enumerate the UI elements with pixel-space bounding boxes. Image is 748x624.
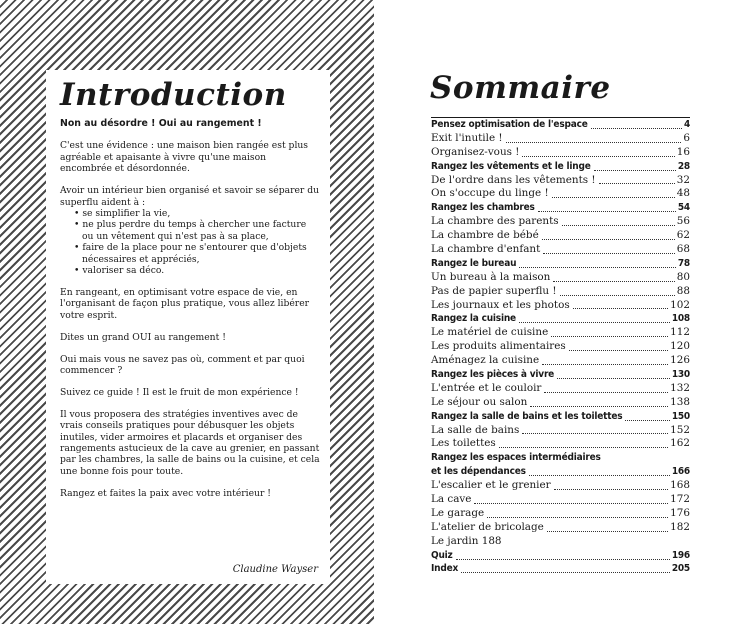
toc-entry-page: 162 bbox=[670, 437, 690, 450]
toc-leader-dots bbox=[522, 156, 674, 157]
toc-entry bbox=[431, 437, 690, 451]
toc-entry bbox=[431, 312, 690, 326]
toc-entry-label: Pensez optimisation de l'espace bbox=[431, 118, 588, 130]
introduction-body bbox=[60, 118, 320, 510]
toc-entry-page: 126 bbox=[670, 354, 690, 367]
introduction-paragraph: Avoir un intérieur bien organisé et savoir se séparer du superflu aident à : bbox=[60, 185, 320, 208]
toc-entry-label: Un bureau à la maison bbox=[431, 270, 551, 283]
toc-entry-label: Pas de papier superflu ! bbox=[431, 284, 557, 297]
toc-entry bbox=[431, 493, 690, 507]
toc-leader-dots bbox=[538, 211, 676, 212]
toc-leader-dots bbox=[487, 517, 668, 518]
toc-entry bbox=[431, 396, 690, 410]
introduction-paragraph: Dites un grand OUI au rangement ! bbox=[60, 331, 226, 343]
toc-entry-page: 150 bbox=[671, 410, 690, 422]
toc-leader-dots bbox=[599, 183, 675, 184]
toc-leader-dots bbox=[461, 572, 670, 573]
toc-entry-label: L'atelier de bricolage bbox=[431, 520, 544, 533]
toc-entry-label: Le matériel de cuisine bbox=[431, 326, 549, 339]
introduction-title: Introduction bbox=[60, 77, 287, 113]
toc-entry-label: et les dépendances bbox=[431, 466, 526, 478]
toc-entry-label: Rangez la salle de bains et les toilettes bbox=[431, 410, 623, 422]
toc-leader-dots bbox=[474, 503, 668, 504]
toc-entry bbox=[431, 521, 690, 535]
toc-leader-dots bbox=[594, 170, 676, 171]
toc-entry-label: Le garage bbox=[431, 506, 485, 519]
toc-entry-page: 28 bbox=[677, 160, 690, 172]
toc-entry-label: Aménagez la cuisine bbox=[431, 354, 540, 367]
toc-entry bbox=[431, 535, 690, 549]
toc-leader-dots bbox=[542, 364, 668, 365]
toc-entry-label: Rangez les vêtements et le linge bbox=[431, 160, 591, 172]
toc-leader-dots bbox=[506, 142, 682, 143]
toc-entry-page: 176 bbox=[670, 506, 690, 519]
toc-leader-dots bbox=[529, 475, 670, 476]
table-of-contents bbox=[431, 117, 690, 576]
toc-leader-dots bbox=[591, 128, 682, 129]
toc-leader-dots bbox=[552, 197, 675, 198]
toc-entry bbox=[431, 201, 690, 215]
toc-entry-page: 32 bbox=[676, 173, 690, 186]
toc-leader-dots bbox=[542, 239, 675, 240]
toc-entry-label: La chambre de bébé bbox=[431, 229, 539, 242]
author-signature: Claudine Wayser bbox=[232, 564, 318, 575]
toc-leader-dots bbox=[499, 447, 668, 448]
introduction-card bbox=[46, 70, 330, 584]
bullet-item: • valoriser sa déco. bbox=[74, 265, 320, 276]
toc-leader-dots bbox=[562, 225, 675, 226]
toc-entry-page: 88 bbox=[676, 284, 690, 297]
toc-entry-label: L'entrée et le couloir bbox=[431, 381, 542, 394]
toc-leader-dots bbox=[530, 406, 668, 407]
toc-entry bbox=[431, 243, 690, 257]
toc-entry-page: 138 bbox=[670, 395, 690, 408]
toc-entry-page: 172 bbox=[670, 493, 690, 506]
toc-leader-dots bbox=[522, 433, 668, 434]
toc-entry-page: 4 bbox=[683, 118, 690, 130]
toc-entry-label: La chambre des parents bbox=[431, 215, 559, 228]
sommaire-title: Sommaire bbox=[430, 70, 611, 106]
toc-entry-label: De l'ordre dans les vêtements ! bbox=[431, 173, 596, 186]
toc-entry-label: La salle de bains bbox=[431, 423, 520, 436]
toc-entry-label: La cave bbox=[431, 493, 472, 506]
toc-entry bbox=[431, 326, 690, 340]
toc-entry-page: 6 bbox=[683, 131, 690, 144]
toc-entry bbox=[431, 257, 690, 271]
bullet-item: • se simplifier la vie, bbox=[74, 208, 320, 219]
toc-entry-label: Rangez les chambres bbox=[431, 202, 535, 214]
toc-entry-page: 182 bbox=[670, 520, 690, 533]
toc-entry bbox=[431, 340, 690, 354]
toc-entry-label: Les toilettes bbox=[431, 437, 496, 450]
toc-entry-page: 168 bbox=[670, 479, 690, 492]
toc-leader-dots bbox=[519, 267, 676, 268]
toc-entry-page: 152 bbox=[670, 423, 690, 436]
toc-entry-page: 54 bbox=[677, 202, 690, 214]
introduction-lead: Non au désordre ! Oui au rangement ! bbox=[60, 118, 262, 129]
toc-entry bbox=[431, 382, 690, 396]
toc-entry bbox=[431, 187, 690, 201]
toc-leader-dots bbox=[625, 420, 669, 421]
toc-leader-dots bbox=[547, 531, 668, 532]
toc-entry bbox=[431, 465, 690, 479]
toc-entry bbox=[431, 146, 690, 160]
toc-leader-dots bbox=[560, 295, 675, 296]
toc-entry bbox=[431, 424, 690, 438]
toc-entry-page: 166 bbox=[671, 466, 690, 478]
introduction-paragraph: Il vous proposera des stratégies inventives avec de vrais conseils pratiques pour débusquer les objets inutiles, vider armoires et placards et organiser des rangements astucieux de la cave au grenier, en passant par les chambres, la salle de bains ou la cuisine, et cela une bonne fois pour toute. bbox=[60, 408, 320, 477]
toc-entry-page: 68 bbox=[676, 243, 690, 255]
toc-entry bbox=[431, 354, 690, 368]
toc-entry bbox=[431, 174, 690, 188]
toc-leader-dots bbox=[456, 559, 670, 560]
toc-entry bbox=[431, 285, 690, 299]
toc-leader-dots bbox=[573, 308, 668, 309]
introduction-bullet-list bbox=[60, 208, 320, 276]
toc-entry-label: Rangez les pièces à vivre bbox=[431, 369, 555, 381]
toc-entry bbox=[431, 132, 690, 146]
toc-entry-page: 112 bbox=[670, 326, 690, 339]
bullet-item: • faire de la place pour ne s'entourer que d'objets nécessaires et appréciés, bbox=[74, 242, 320, 265]
toc-entry bbox=[431, 160, 690, 174]
toc-leader-dots bbox=[557, 378, 670, 379]
toc-entry-page: 120 bbox=[670, 340, 690, 353]
introduction-paragraph: Suivez ce guide ! Il est le fruit de mon expérience ! bbox=[60, 386, 299, 398]
toc-entry-label: Les journaux et les photos bbox=[431, 298, 570, 311]
toc-entry-label: Rangez les espaces intermédiaires bbox=[431, 452, 601, 464]
toc-leader-dots bbox=[543, 253, 674, 254]
toc-entry-label: Rangez la cuisine bbox=[431, 313, 516, 325]
toc-entry-page: 108 bbox=[671, 313, 690, 325]
toc-entry-page: 16 bbox=[676, 145, 690, 158]
introduction-paragraph: Oui mais vous ne savez pas où, comment et par quoi commencer ? bbox=[60, 353, 305, 376]
toc-entry-label: Index bbox=[431, 563, 459, 575]
toc-entry-page: 48 bbox=[676, 187, 690, 200]
toc-entry-page: 62 bbox=[676, 229, 690, 242]
introduction-paragraph: En rangeant, en optimisant votre espace de vie, en l'organisant de façon plus pratique, vous allez libérer votre esprit. bbox=[60, 286, 310, 321]
toc-entry bbox=[431, 117, 690, 132]
toc-leader-dots bbox=[553, 281, 674, 282]
toc-entry bbox=[431, 507, 690, 521]
toc-leader-dots bbox=[554, 489, 669, 490]
toc-entry-label: Exit l'inutile ! bbox=[431, 131, 503, 144]
toc-leader-dots bbox=[519, 322, 670, 323]
toc-entry bbox=[431, 368, 690, 382]
toc-entry-label: La chambre d'enfant bbox=[431, 243, 541, 255]
toc-entry bbox=[431, 215, 690, 229]
toc-entry bbox=[431, 299, 690, 313]
toc-entry bbox=[431, 563, 690, 577]
toc-entry-page: 132 bbox=[670, 381, 690, 394]
toc-entry bbox=[431, 479, 690, 493]
toc-entry-label: L'escalier et le grenier bbox=[431, 479, 551, 492]
introduction-paragraph: C'est une évidence : une maison bien rangée est plus agréable et apaisante à vivre qu'une maison encombrée et désordonnée. bbox=[60, 140, 309, 175]
toc-entry bbox=[431, 549, 690, 563]
toc-entry bbox=[431, 229, 690, 243]
introduction-paragraph: Rangez et faites la paix avec votre intérieur ! bbox=[60, 487, 271, 499]
toc-leader-dots bbox=[544, 392, 668, 393]
toc-entry-page: 80 bbox=[676, 270, 690, 283]
toc-entry-page: 130 bbox=[671, 369, 690, 381]
toc-entry bbox=[431, 410, 690, 424]
toc-entry-label: Les produits alimentaires bbox=[431, 340, 566, 353]
toc-entry-page: 56 bbox=[676, 215, 690, 228]
toc-entry-page: 196 bbox=[671, 549, 690, 561]
toc-entry-label: Quiz bbox=[431, 549, 453, 561]
toc-entry-label: On s'occupe du linge ! bbox=[431, 187, 549, 200]
toc-entry-page: 205 bbox=[671, 563, 690, 575]
toc-entry-label: Rangez le bureau bbox=[431, 257, 517, 269]
toc-entry bbox=[431, 271, 690, 285]
toc-entry-page: 78 bbox=[677, 257, 690, 269]
toc-entry-page: 102 bbox=[670, 298, 690, 311]
toc-leader-dots bbox=[551, 336, 668, 337]
toc-entry-label: Le séjour ou salon bbox=[431, 395, 528, 408]
toc-entry-label: Organisez-vous ! bbox=[431, 145, 520, 158]
bullet-item: • ne plus perdre du temps à chercher une facture ou un vêtement qui n'est pas à sa place, bbox=[74, 219, 320, 242]
toc-entry bbox=[431, 451, 690, 465]
toc-entry-label: Le jardin 188 bbox=[431, 534, 502, 547]
toc-leader-dots bbox=[569, 350, 668, 351]
